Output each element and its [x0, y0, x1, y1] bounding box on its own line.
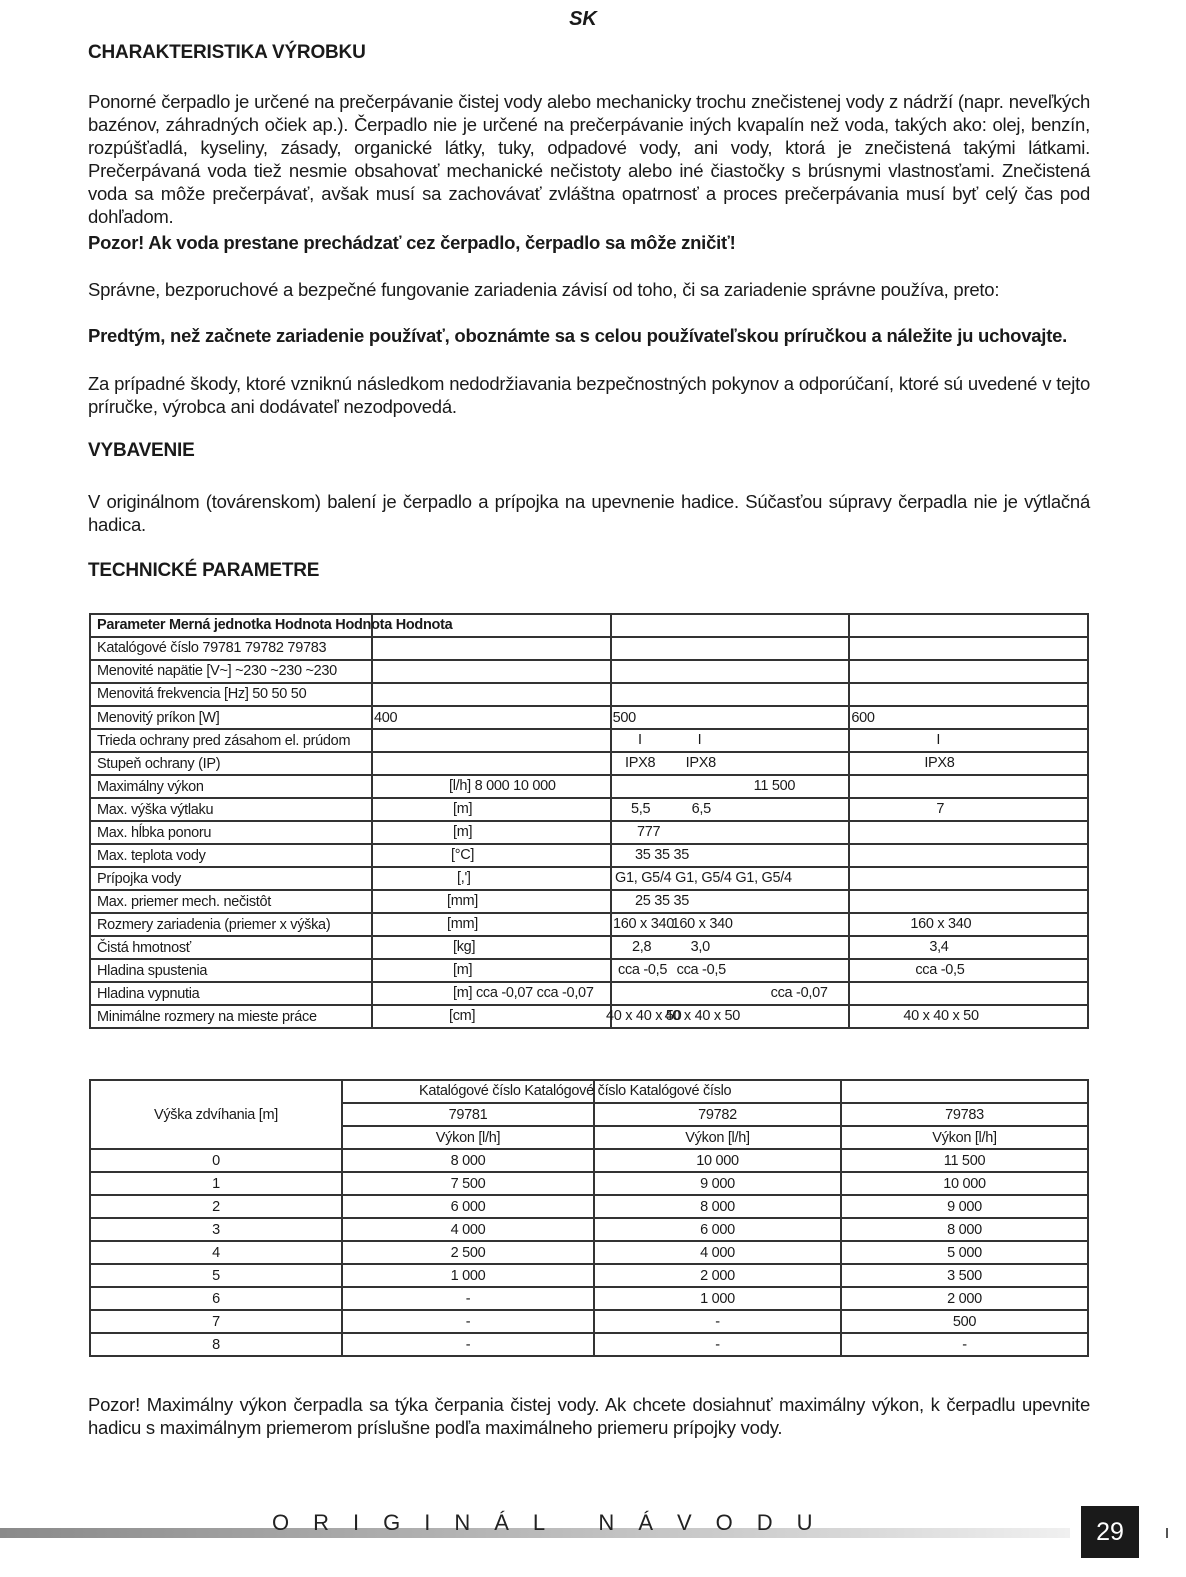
- table-header-text: Parameter Merná jednotka Hodnota Hodnota Hodnota: [97, 617, 453, 633]
- table-cell-text: 777: [637, 824, 661, 840]
- table-cell: 7 500: [342, 1172, 594, 1195]
- table-cell-text: [l/h] 8 000 10 000: [449, 778, 556, 794]
- table-cell-text: IPX8: [685, 755, 716, 771]
- table-cell: Čistá hmotnosť: [90, 936, 372, 959]
- table-cell: Max. výška výtlaku: [90, 798, 372, 821]
- table-cell-text: [m]: [453, 824, 473, 840]
- table-row: [90, 890, 1088, 913]
- table-cell: 1 000: [342, 1264, 594, 1287]
- footer-text: ORIGINÁL NÁVODU: [272, 1510, 837, 1535]
- table-cell: 6 000: [342, 1195, 594, 1218]
- table-cell-text: 25 35 35: [635, 893, 690, 909]
- table-cell-text: cca -0,07: [770, 985, 828, 1001]
- table-cell: Hladina vypnutia: [90, 982, 372, 1005]
- table-cell-text: 2,8: [632, 939, 652, 955]
- table-cell-text: I: [697, 732, 702, 748]
- table-row: [90, 752, 1088, 775]
- table-cell-text: [mm]: [447, 916, 479, 932]
- table-cell: Stupeň ochrany (IP): [90, 752, 372, 775]
- table-row: [90, 867, 1088, 890]
- table-cell-text: [m]: [453, 801, 473, 817]
- table-cell-text: 3,4: [929, 939, 949, 955]
- table-cell: 8 000: [594, 1195, 841, 1218]
- table-cell-text: 40 x 40 x 50: [606, 1008, 682, 1024]
- table-row: [90, 1310, 1088, 1333]
- paragraph-function: Správne, bezporuchové a bezpečné fungovanie zariadenia závisí od toho, či sa zariadenie správne používa, preto:: [88, 279, 1000, 300]
- table-cell: 2: [90, 1195, 342, 1218]
- table-cell: 10 000: [594, 1149, 841, 1172]
- table-row: [90, 798, 1088, 821]
- table-row: [90, 821, 1088, 844]
- table-cell-text: Menovité napätie [V~] ~230 ~230 ~230: [97, 663, 337, 679]
- table-cell-text: [mm]: [447, 893, 479, 909]
- table-cell-text: Katalógové číslo 79781 79782 79783: [97, 640, 327, 656]
- table-header-model: 79782: [594, 1103, 841, 1126]
- table-cell: 2 000: [594, 1264, 841, 1287]
- table-cell: 10 000: [841, 1172, 1088, 1195]
- table-cell: Hladina spustenia: [90, 959, 372, 982]
- table-cell: 5: [90, 1264, 342, 1287]
- table-row: [90, 844, 1088, 867]
- table-cell: Trieda ochrany pred zásahom el. prúdom: [90, 729, 372, 752]
- table-header-model: 79781: [342, 1103, 594, 1126]
- table-cell: Maximálny výkon: [90, 775, 372, 798]
- table-cell: -: [342, 1333, 594, 1356]
- table-cell: 11 500: [841, 1149, 1088, 1172]
- table-row: [90, 1241, 1088, 1264]
- table-cell: 3 500: [841, 1264, 1088, 1287]
- table-row: [90, 1149, 1088, 1172]
- table-cell-text: 160 x 340: [910, 916, 972, 932]
- table-row: [90, 1218, 1088, 1241]
- table-cell: 5 000: [841, 1241, 1088, 1264]
- table-row: [90, 982, 1088, 1005]
- table-cell: 500: [611, 706, 850, 729]
- table-cell-text: 7: [936, 801, 945, 817]
- section-title-equipment: VYBAVENIE: [88, 440, 195, 461]
- performance-table: [89, 1079, 1089, 1357]
- section-title-characteristics: CHARAKTERISTIKA VÝROBKU: [88, 42, 366, 63]
- paragraph-read-manual: Predtým, než začnete zariadenie používať, oboznámte sa s celou používateľskou príručkou a náležite ju uchovajte.: [88, 325, 1068, 346]
- table-cell-text: 3,0: [690, 939, 710, 955]
- table-cell-text: 160 x 340: [613, 916, 674, 932]
- table-cell: 9 000: [841, 1195, 1088, 1218]
- table-cell-text: [cm]: [449, 1008, 476, 1024]
- table-cell: 4: [90, 1241, 342, 1264]
- table-cell-text: I: [936, 732, 941, 748]
- table-cell: -: [342, 1310, 594, 1333]
- table-cell: -: [594, 1333, 841, 1356]
- paragraph-liability: Za prípadné škody, ktoré vzniknú následkom nedodržiavania bezpečnostných pokynov a odporúčaní, ktoré sú uvedené v tejto príručke, výrobca ani dodávateľ nezodpovedá.: [88, 373, 1090, 417]
- table-row: [90, 1080, 1088, 1103]
- table-cell: 9 000: [594, 1172, 841, 1195]
- table-row: [90, 614, 1088, 637]
- table-cell: 400: [372, 706, 611, 729]
- table-cell-text: 11 500: [753, 778, 796, 794]
- table-cell: [90, 637, 372, 660]
- table-cell: 1 000: [594, 1287, 841, 1310]
- table-row: [90, 959, 1088, 982]
- table-cell: 600: [849, 706, 1088, 729]
- table-row: [90, 660, 1088, 683]
- table-header-flow: Výkon [l/h]: [841, 1126, 1088, 1149]
- table-cell: Max. hĺbka ponoru: [90, 821, 372, 844]
- table-cell-text: Menovitá frekvencia [Hz] 50 50 50: [97, 686, 307, 702]
- table-cell: 8 000: [841, 1218, 1088, 1241]
- table-cell: [90, 614, 453, 637]
- table-cell: 3: [90, 1218, 342, 1241]
- table-cell: [90, 683, 372, 706]
- table-cell-text: cca -0,5: [618, 962, 668, 978]
- table-cell-text: [kg]: [453, 939, 476, 955]
- table-row: [90, 1195, 1088, 1218]
- table-cell: 8 000: [342, 1149, 594, 1172]
- table-cell: 4 000: [594, 1241, 841, 1264]
- table-cell-text: [°C]: [451, 847, 475, 863]
- table-header-model: 79783: [841, 1103, 1088, 1126]
- table-cell: Rozmery zariadenia (priemer x výška): [90, 913, 372, 936]
- table-header-flow: Výkon [l/h]: [594, 1126, 841, 1149]
- paragraph-final-note: Pozor! Maximálny výkon čerpadla sa týka čerpania čistej vody. Ak chcete dosiahnuť maximálny výkon, k čerpadlu upevnite hadicu s maximálnym priemerom príslušne podľa maximálneho priemeru prípojky vody.: [88, 1394, 1090, 1438]
- table-cell: 7: [90, 1310, 342, 1333]
- table-cell-text: IPX8: [924, 755, 955, 771]
- table-cell: Prípojka vody: [90, 867, 372, 890]
- table-cell: 1: [90, 1172, 342, 1195]
- table-cell-text: [m]: [453, 962, 473, 978]
- table-cell-text: 35 35 35: [635, 847, 690, 863]
- language-code: SK: [569, 8, 597, 30]
- table-header-catalog: Katalógové číslo Katalógové číslo Katalógové číslo: [419, 1083, 732, 1099]
- table-cell: Minimálne rozmery na mieste práce: [90, 1005, 372, 1028]
- technical-parameters-table: [89, 613, 1089, 1029]
- table-cell-text: 40 x 40 x 50: [903, 1008, 979, 1024]
- table-cell: -: [594, 1310, 841, 1333]
- table-cell-text: I: [638, 732, 642, 748]
- table-cell: [90, 660, 372, 683]
- table-row: [90, 1287, 1088, 1310]
- table-row: [90, 1005, 1088, 1028]
- table-row: [90, 637, 1088, 660]
- table-cell: 6: [90, 1287, 342, 1310]
- table-cell: Max. priemer mech. nečistôt: [90, 890, 372, 913]
- table-cell: 0: [90, 1149, 342, 1172]
- table-row: [90, 913, 1088, 936]
- table-row: [90, 1264, 1088, 1287]
- table-cell: Menovitý príkon [W]: [90, 706, 372, 729]
- paragraph-equipment: V originálnom (továrenskom) balení je čerpadlo a prípojka na upevnenie hadice. Súčasťou súpravy čerpadla nie je výtlačná hadica.: [88, 491, 1090, 535]
- table-cell-text: 40 x 40 x 50: [664, 1008, 741, 1024]
- table-cell-text: G1, G5/4 G1, G5/4 G1, G5/4: [615, 870, 792, 886]
- table-cell: 2 000: [841, 1287, 1088, 1310]
- footer-tick: [1166, 1528, 1168, 1538]
- table-header-lift: Výška zdvíhania [m]: [90, 1080, 342, 1149]
- warning-text: Pozor! Ak voda prestane prechádzať cez čerpadlo, čerpadlo sa môže zničiť!: [88, 232, 736, 253]
- section-title-technical: TECHNICKÉ PARAMETRE: [88, 560, 320, 581]
- table-row: [90, 706, 1088, 729]
- table-row: [90, 683, 1088, 706]
- table-cell: 4 000: [342, 1218, 594, 1241]
- table-cell: -: [841, 1333, 1088, 1356]
- page-number: 29: [1081, 1506, 1139, 1558]
- table-cell: 500: [841, 1310, 1088, 1333]
- table-cell: 2 500: [342, 1241, 594, 1264]
- table-cell: -: [342, 1287, 594, 1310]
- table-cell-text: [m] cca -0,07 cca -0,07: [453, 985, 594, 1001]
- table-row: [90, 775, 1088, 798]
- table-header-flow: Výkon [l/h]: [342, 1126, 594, 1149]
- table-cell-text: 6,5: [691, 801, 711, 817]
- table-cell: 6 000: [594, 1218, 841, 1241]
- table-cell: 8: [90, 1333, 342, 1356]
- table-cell-text: cca -0,5: [676, 962, 726, 978]
- paragraph-characteristics: Ponorné čerpadlo je určené na prečerpávanie čistej vody alebo mechanicky trochu znečistenej vody z nádrží (napr. neveľkých bazénov, záhradných očiek ap.). Čerpadlo nie je určené na prečerpávanie iných kvapalín než voda, takých ako: olej, benzín, rozpúšťadlá, kyseliny, zásady, organické látky, tuky, odpadové vody, ani vody, ktorá je znečistená takými látkami. Prečerpávaná voda tiež nesmie obsahovať mechanické nečistoty alebo iné čiastočky s brúsnymi vlastnosťami. Znečistená voda sa môže prečerpávať, avšak musí sa zachovávať zvláštna opatrnosť a proces prečerpávania musí byť celý čas pod dohľadom.: [88, 91, 1090, 227]
- table-row: [90, 729, 1088, 752]
- table-cell: Max. teplota vody: [90, 844, 372, 867]
- table-cell-text: IPX8: [625, 755, 656, 771]
- table-cell-text: 5,5: [631, 801, 651, 817]
- table-cell-text: cca -0,5: [915, 962, 965, 978]
- table-row: [90, 1172, 1088, 1195]
- table-row: [90, 936, 1088, 959]
- table-cell-text: [,']: [457, 870, 471, 886]
- table-cell-text: 160 x 340: [671, 916, 733, 932]
- table-row: [90, 1333, 1088, 1356]
